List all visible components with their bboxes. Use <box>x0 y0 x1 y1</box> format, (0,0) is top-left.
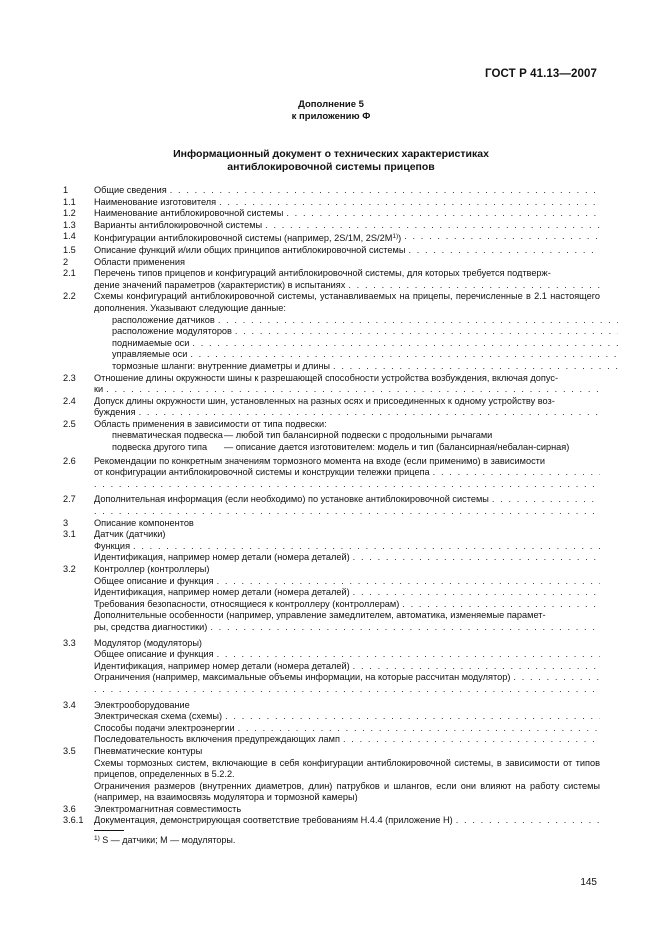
document-title <box>0 148 662 174</box>
section-text: Конфигурации антиблокировочной системы (например, 2S/1M, $2S/2M^{1)}$) <box>94 231 404 245</box>
section-1-1 <box>63 197 600 209</box>
section-text: Документация, демонстрирующая соответствие требованиям Н.4.4 (приложение Н) <box>94 815 456 827</box>
section-text: Дополнительная информация (если необходимо) по установке антиблокировочной системы <box>94 494 492 506</box>
page-number: 145 <box>580 877 597 888</box>
section-3-3 <box>63 638 600 696</box>
section-text: Датчик (датчики) <box>94 529 166 540</box>
section-text: Пневматические контуры <box>94 745 203 756</box>
section-2-2 <box>63 291 600 372</box>
section-text: Отношение длины окружности шины к разрешающей способности устройства возбуждения, включая допус- <box>94 372 559 383</box>
section-number: 2.2 <box>63 291 76 302</box>
section-1-5 <box>63 245 600 257</box>
section-number: 3.1 <box>63 529 76 540</box>
section-text: Перечень типов прицепов и конфигураций антиблокировочной системы, для которых требуется подтверж- <box>94 268 551 279</box>
section-2-4 <box>63 396 600 419</box>
section-text: Общие сведения <box>94 185 170 197</box>
section-text: Допуск длины окружности шин, установленных на разных осях и присоединенных к одному устройству воз- <box>94 395 555 406</box>
section-1-2 <box>63 208 600 220</box>
list-item: Идентификация, например номер детали (номера деталей) . . . <box>94 552 600 564</box>
footnote-text: S — датчики; M — модуляторы. <box>102 835 236 845</box>
section-number: 3.4 <box>63 699 76 710</box>
section-3-6 <box>63 804 600 816</box>
section-text: Наименование антиблокировочной системы <box>94 208 286 220</box>
suspension-item <box>94 430 600 442</box>
footnote-ref: 1) <box>392 233 399 241</box>
list-item: управляемые оси . . . <box>94 349 618 361</box>
section-3-5 <box>63 746 600 804</box>
section-2-3 <box>63 373 600 396</box>
list-item-cont: ры, средства диагностики) . . . <box>94 622 600 634</box>
list-item: расположение датчиков . . . <box>94 315 618 327</box>
supplement-subtitle: к приложению Ф <box>291 111 371 122</box>
list-item: Способы подачи электроэнергии . . . <box>94 723 600 735</box>
suspension-desc: — любой тип балансирной подвески с продольными рычагами <box>224 430 493 441</box>
list-item: поднимаемые оси . . . <box>94 338 618 350</box>
section-number: 2.6 <box>63 455 76 466</box>
suspension-item <box>94 442 600 454</box>
section-number: 3.5 <box>63 745 76 756</box>
section-1-3 <box>63 220 600 232</box>
section-text: Описание компонентов <box>94 517 194 528</box>
list-item: Требования безопасности, относящиеся к контроллеру (контроллерам) . . . <box>94 599 600 611</box>
list-item: Последовательность включения предупреждающих ламп . . . <box>94 734 600 746</box>
footnote-divider <box>94 830 124 831</box>
section-2-6 <box>63 456 600 491</box>
list-item: тормозные шланги: внутренние диаметры и длины . . . <box>94 361 618 373</box>
section-number: 1.5 <box>63 244 76 255</box>
section-text: Области применения <box>94 256 185 267</box>
list-item: Общее описание и функция . . . <box>94 649 600 661</box>
section-number: 2 <box>63 256 69 267</box>
section-2 <box>63 257 600 269</box>
section-text: Описание функций и/или общих принципов антиблокировочной системы <box>94 245 408 257</box>
footnote-mark: 1) <box>94 835 100 842</box>
section-text: Наименование изготовителя <box>94 197 219 209</box>
suspension-label: подвеска другого типа <box>112 442 208 453</box>
section-number: 3.3 <box>63 637 76 648</box>
list-item: Ограничения (например, максимальные объемы информации, на которые рассчитан модулятор) . . . <box>94 672 600 684</box>
document-title-line2: антиблокировочной системы прицепов <box>227 161 435 173</box>
section-number: 2.1 <box>63 268 76 279</box>
section-1 <box>63 185 600 197</box>
section-number: 2.4 <box>63 395 76 406</box>
section-number: 1.2 <box>63 208 76 219</box>
section-3-1 <box>63 529 600 564</box>
section-text: Контроллер (контроллеры) <box>94 564 210 574</box>
section-number: 3.2 <box>63 564 76 574</box>
section-text: Схемы конфигураций антиблокировочной системы, устанавливаемых на прицепы, перечисленные в 2.1 настоящего дополнения. Указывают следующие данные: <box>94 291 600 313</box>
list-item: Идентификация, например номер детали (номера деталей) . . . <box>94 661 600 673</box>
section-number: 1.4 <box>63 231 76 242</box>
section-paragraph: Ограничения размеров (внутренних диаметров, длин) патрубков и шлангов, если они влияют на работу системы (например, на взаимосвязь модулятора и тормозной камеры) <box>94 780 600 803</box>
section-3-6-1 <box>63 815 600 827</box>
section-text: Рекомендации по конкретным значениям тормозного момента на входе (если применимо) в зависимости <box>94 455 546 466</box>
section-text-cont: ки <box>94 384 106 396</box>
list-item: Общее описание и функция . . . <box>94 576 600 588</box>
supplement-heading <box>0 99 662 123</box>
section-text: Электрооборудование <box>94 699 190 710</box>
section-number: 3 <box>63 517 69 528</box>
suspension-desc: — описание дается изготовителем: модель и тип (балансирная/небалан-сирная) <box>224 442 570 453</box>
section-number: 1.3 <box>63 219 76 230</box>
section-text: Электромагнитная совместимость <box>94 803 242 814</box>
section-1-4 <box>63 231 600 245</box>
list-item: расположение модуляторов . . . <box>94 326 618 338</box>
list-item: Дополнительные особенности (например, управление замедлителем, автоматика, изменяемые парамет- <box>94 610 546 621</box>
section-text: Модулятор (модуляторы) <box>94 637 202 648</box>
section-3-2 <box>63 564 600 634</box>
section-number: 3.6 <box>63 803 76 814</box>
list-item: Электрическая схема (схемы) . . . <box>94 711 600 723</box>
section-3 <box>63 518 600 530</box>
list-item: Идентификация, например номер детали (номера деталей) . . . <box>94 587 600 599</box>
section-text: Область применения в зависимости от типа подвески: <box>94 418 327 429</box>
section-paragraph: Схемы тормозных систем, включающие в себя конфигурации антиблокировочной системы, в зависимости от типов прицепов, определенных в 5.2.2. <box>94 757 600 780</box>
section-number: 2.7 <box>63 494 76 505</box>
section-number: 3.6.1 <box>63 815 84 826</box>
section-number: 2.5 <box>63 418 76 429</box>
section-text: Варианты антиблокировочной системы <box>94 220 265 232</box>
section-2-5 <box>63 419 600 454</box>
form-body <box>63 185 600 827</box>
section-2-1 <box>63 268 600 291</box>
standard-header: ГОСТ Р 41.13—2007 <box>485 68 597 80</box>
supplement-title: Дополнение 5 <box>298 99 364 110</box>
section-number: 2.3 <box>63 372 76 383</box>
section-text-cont: буждения <box>94 407 139 419</box>
section-3-4 <box>63 700 600 746</box>
section-text-cont: от конфигурации антиблокировочной системы и конструкции тележки прицепа <box>94 467 433 479</box>
section-number: 1.1 <box>63 196 76 207</box>
section-2-7 <box>63 494 600 517</box>
list-item: Функция . . . <box>94 541 600 553</box>
footnote <box>94 835 235 845</box>
section-text-cont: дение значений параметров (характеристик) в испытаниях <box>94 280 348 292</box>
suspension-label: пневматическая подвеска <box>112 430 223 441</box>
section-number: 1 <box>63 185 69 195</box>
document-title-line1: Информационный документ о технических характеристиках <box>173 148 489 160</box>
